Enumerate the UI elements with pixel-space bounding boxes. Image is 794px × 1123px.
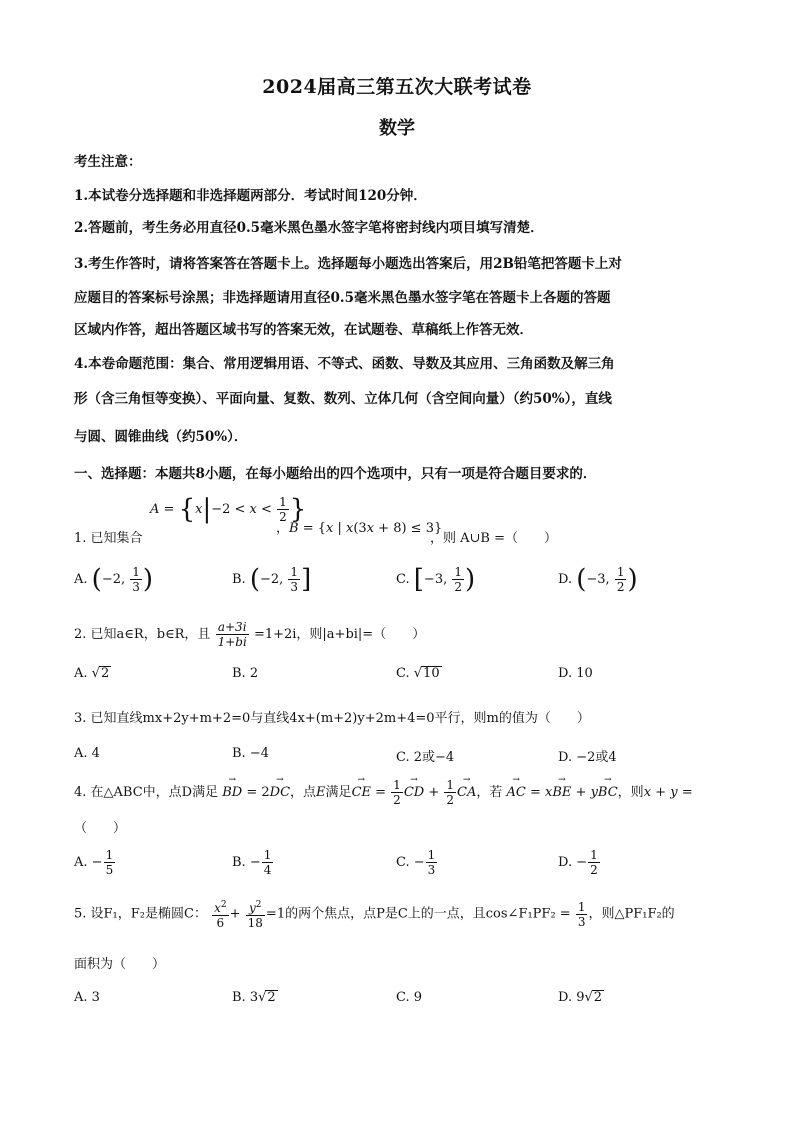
q4-option-d: D. − $\frac{1}{2}$ (558, 848, 598, 877)
notice-item-3b: 应题目的答案标号涂黑；非选择题请用直径0.5毫米黑色墨水签字笔在答题卡上各题的答题 (74, 290, 611, 306)
notice-item-1: 1.本试卷分选择题和非选择题两部分．考试时间120分钟． (74, 188, 427, 204)
section-heading: 一、选择题：本题共8小题，在每小题给出的四个选项中，只有一项是符合题目要求的． (74, 466, 597, 482)
notice-item-4a: 4.本卷命题范围：集合、常用逻辑用语、不等式、函数、导数及其应用、三角函数及解三角 (74, 356, 615, 372)
q3-option-c: C. 2或−4 (396, 750, 455, 765)
q1-set-b: ，B = {x | x(3x + 8) ≤ 3} (276, 521, 443, 536)
q2-option-b: B. 2 (232, 666, 259, 681)
q1-option-b: B. (−2, $\frac{1}{3}$ ] (232, 564, 312, 595)
q5-option-a: A. 3 (74, 990, 100, 1005)
notice-item-4c: 与圆、圆锥曲线（约50%）． (74, 429, 248, 445)
notice-item-3c: 区域内作答，超出答题区域书写的答案无效，在试题卷、草稿纸上作答无效． (74, 322, 533, 338)
q5-line2: 面积为（ ） (74, 957, 166, 972)
exam-title: 2024届高三第五次大联考试卷 (262, 76, 532, 98)
q5-option-c: C. 9 (396, 990, 423, 1005)
q2-tail: =1+2i，则|a+bi|=（ ） (253, 627, 426, 642)
question-4: 4. 在△ABC中，点D满足 → BD = 2→ DC，点E满足→ CE = $\frac{1}{2}$ → CD + $\frac{1}{2}$ → CA，若 → AC = x→ BE + y→ BC，则x + y = (74, 778, 693, 807)
notice-item-4b: 形（含三角恒等变换）、平面向量、复数、数列、立体几何（含空间向量）（约50%），直线 (74, 391, 612, 407)
q4-bracket: （ ） (74, 821, 127, 836)
q4-option-b: B. − $\frac{1}{4}$ (232, 848, 272, 877)
q3-option-d: D. −2或4 (558, 750, 617, 765)
q2-option-d: D. 10 (558, 666, 593, 681)
q2-option-c: C. √10 (396, 666, 440, 681)
q5-option-d: D. 9√2 (558, 990, 603, 1005)
q2-lead: 2. 已知a∈R，b∈R，且 (74, 627, 211, 642)
q1-option-d: D. (−3, $\frac{1}{2}$ ) (558, 564, 638, 595)
question-5: 5. 设F₁，F₂是椭圆C： $\frac{x^2}{6}$ + $\frac{y^2}{18}$ =1的两个焦点，点P是C上的一点，且cos∠F₁PF₂ = $\frac{1}{3}$ ，则△PF₁F₂的 (74, 899, 675, 930)
q1-option-a: A. (−2, $\frac{1}{3}$ ) (74, 564, 154, 595)
q1-set-a: A = {x|−2 < x < $\frac{1}{2}$ } (150, 494, 307, 525)
q5-option-b: B. 3√2 (232, 990, 276, 1005)
notice-heading: 考生注意： (74, 154, 142, 170)
question-1 (74, 494, 557, 546)
q3-option-a: A. 4 (74, 746, 100, 761)
question-2 (74, 620, 425, 649)
q4-option-c: C. − $\frac{1}{3}$ (396, 848, 436, 877)
question-3: 3. 已知直线mx+2y+m+2=0与直线4x+(m+2)y+2m+4=0平行，则m的值为（ ） (74, 711, 590, 726)
q1-option-c: C. [−3, $\frac{1}{2}$ ) (396, 564, 476, 595)
q2-option-a: A. √2 (74, 666, 110, 681)
q1-lead: 1. 已知集合 (74, 531, 143, 546)
notice-item-3a: 3.考生作答时，请将答案答在答题卡上。选择题每小题选出答案后，用2B铅笔把答题卡上对 (74, 256, 622, 272)
exam-subject: 数学 (379, 118, 415, 139)
q2-fraction: $\frac{a+3i}{1+bi}$ (217, 620, 247, 649)
notice-item-2: 2.答题前，考生务必用直径0.5毫米黑色墨水签字笔将密封线内项目填写清楚． (74, 220, 544, 236)
q1-tail: ，则 A∪B =（ ） (430, 531, 557, 546)
q3-option-b: B. −4 (232, 746, 269, 761)
q4-option-a: A. − $\frac{1}{5}$ (74, 848, 114, 877)
